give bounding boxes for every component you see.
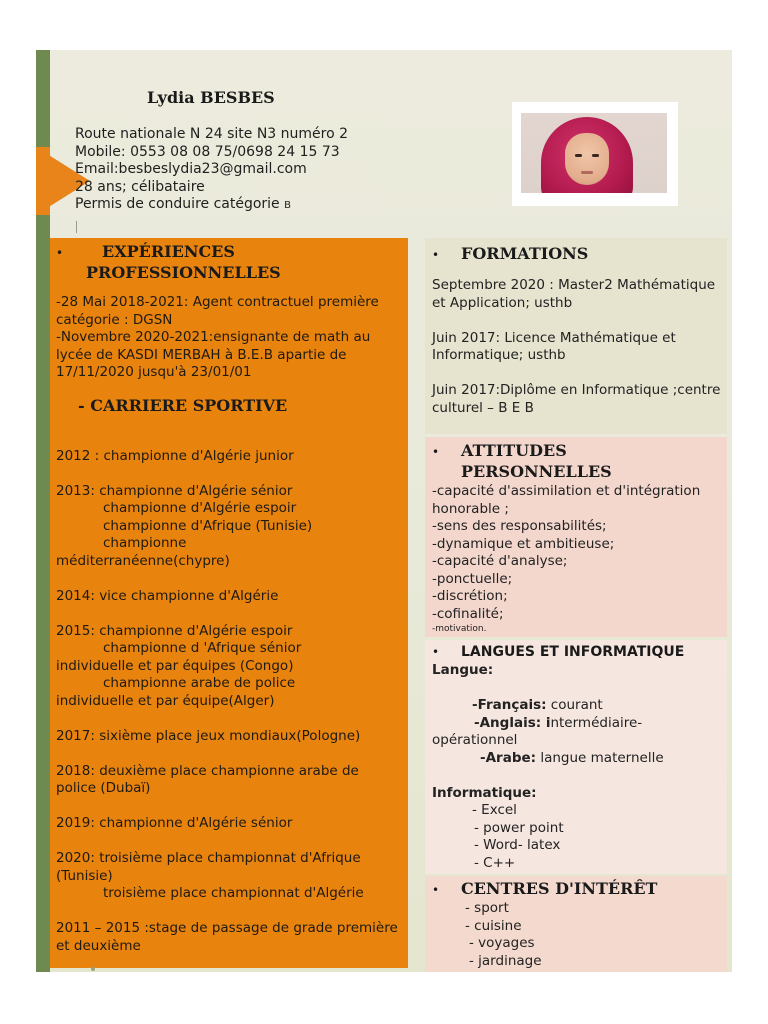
langues-list bbox=[432, 662, 724, 872]
formations-bullet: • bbox=[432, 248, 440, 262]
langue-arabe-label: -Arabe: bbox=[480, 749, 537, 766]
attitudes-title bbox=[432, 441, 724, 481]
info-item: - Excel bbox=[472, 802, 517, 818]
langues-title bbox=[432, 643, 724, 662]
attitude-item: -capacité d'analyse; bbox=[432, 553, 568, 569]
experiences-bullet: • bbox=[56, 246, 64, 260]
profile-photo bbox=[521, 113, 667, 193]
langues-title-text: LANGUES ET INFORMATIQUE bbox=[461, 644, 685, 660]
experiences-title-line2: PROFESSIONNELLES bbox=[86, 263, 281, 282]
sport-line: championne arabe de police bbox=[103, 675, 296, 691]
sport-line: 2018: deuxième place championne arabe de police (Dubaï) bbox=[56, 762, 359, 796]
sport-line: 2011 – 2015 :stage de passage de grade première et deuxième bbox=[56, 920, 398, 954]
contact-email: Email:besbeslydia23@gmail.com bbox=[75, 161, 307, 177]
license-category: B bbox=[284, 200, 291, 211]
sport-line: championne d'Afrique (Tunisie) bbox=[103, 517, 313, 534]
attitude-item: -dynamique et ambitieuse; bbox=[432, 535, 615, 552]
formation-item: Juin 2017: Licence Mathématique et Informatique; usthb bbox=[432, 329, 676, 363]
sport-line: 2017: sixième place jeux mondiaux(Pologne) bbox=[56, 727, 361, 744]
sport-line: individuelle et par équipes (Congo) bbox=[56, 657, 294, 674]
informatique-label: Informatique: bbox=[432, 784, 537, 801]
formations-section bbox=[425, 238, 727, 434]
divider-tick bbox=[76, 221, 77, 233]
info-item: - Word- latex bbox=[474, 837, 561, 853]
experience-item: -28 Mai 2018-2021: Agent contractuel première catégorie : DGSN bbox=[56, 294, 379, 328]
attitude-item: -capacité d'assimilation et d'intégration honorable ; bbox=[432, 483, 701, 517]
photo-face bbox=[565, 133, 609, 185]
attitudes-list bbox=[432, 483, 724, 635]
contact-address: Route nationale N 24 site N3 numéro 2 bbox=[75, 126, 349, 142]
attitude-item: -discrétion; bbox=[432, 588, 508, 604]
attitudes-title-line1: ATTITUDES bbox=[461, 441, 567, 460]
sport-line: championne d 'Afrique sénior bbox=[103, 640, 302, 656]
sport-line: troisième place championnat d'Algérie bbox=[103, 885, 364, 901]
attitude-item: -sens des responsabilités; bbox=[432, 518, 607, 534]
sport-line: 2015: championne d'Algérie espoir bbox=[56, 622, 293, 639]
info-item: - power point bbox=[474, 819, 564, 836]
photo-mouth bbox=[581, 171, 593, 174]
langues-section bbox=[425, 640, 727, 874]
interets-title bbox=[432, 879, 724, 900]
sport-line: 2013: championne d'Algérie sénior bbox=[56, 482, 293, 499]
sport-line: championne d'Algérie espoir bbox=[103, 500, 297, 516]
photo-eye-left bbox=[575, 154, 582, 157]
experience-item: -Novembre 2020-2021:ensignante de math au lycée de KASDI MERBAH à B.E.B apartie de 17/11/2020 jusqu'à 23/01/01 bbox=[56, 329, 371, 380]
formations-title-text: FORMATIONS bbox=[461, 244, 589, 263]
photo-eye-right bbox=[592, 154, 599, 157]
attitudes-bullet: • bbox=[432, 445, 440, 459]
sport-line: 2012 : championne d'Algérie junior bbox=[56, 447, 294, 464]
interets-list bbox=[432, 900, 724, 970]
interets-title-text: CENTRES D'INTÉRÊT bbox=[461, 879, 658, 898]
langue-anglais-value: ntermédiaire- bbox=[550, 714, 643, 731]
contact-age-status: 28 ans; célibataire bbox=[75, 178, 205, 195]
sport-line: championne bbox=[103, 535, 187, 551]
sport-list bbox=[56, 448, 402, 956]
langue-anglais bbox=[432, 715, 724, 733]
langue-arabe-value: langue maternelle bbox=[536, 749, 664, 766]
interet-item: - voyages bbox=[469, 935, 535, 951]
sport-title: - CARRIERE SPORTIVE bbox=[78, 395, 288, 415]
experiences-title-line1: EXPÉRIENCES bbox=[102, 242, 235, 261]
langue-arabe bbox=[432, 750, 724, 768]
interets-section bbox=[425, 876, 727, 972]
attitudes-title-line2: PERSONNELLES bbox=[461, 462, 612, 481]
langue-anglais-cont: opérationnel bbox=[432, 732, 518, 748]
experiences-title bbox=[56, 242, 402, 282]
sport-line: individuelle et par équipe(Alger) bbox=[56, 692, 275, 709]
contact-license bbox=[75, 196, 348, 215]
photo-frame bbox=[512, 102, 678, 206]
contact-block bbox=[75, 126, 348, 215]
formations-title bbox=[432, 244, 724, 265]
formations-list bbox=[432, 277, 724, 417]
langue-label: Langue: bbox=[432, 662, 494, 678]
attitude-item: -cofinalité; bbox=[432, 605, 504, 622]
attitude-item-last: -motivation. bbox=[432, 624, 487, 634]
experiences-list bbox=[56, 294, 402, 382]
langues-bullet: • bbox=[432, 645, 440, 659]
langue-francais-label: -Français: bbox=[472, 697, 547, 713]
interet-item: - jardinage bbox=[469, 952, 542, 969]
langue-francais-value: courant bbox=[546, 697, 603, 713]
person-name: Lydia BESBES bbox=[147, 88, 275, 107]
sport-line: méditerranéenne(chypre) bbox=[56, 552, 230, 569]
license-text: Permis de conduire catégorie bbox=[75, 196, 285, 212]
formation-item: Septembre 2020 : Master2 Mathématique et Application; usthb bbox=[432, 277, 716, 311]
attitudes-section bbox=[425, 437, 727, 637]
info-item: - C++ bbox=[474, 854, 516, 871]
langue-anglais-label: -Anglais: i bbox=[474, 714, 551, 731]
langue-francais bbox=[432, 697, 724, 715]
attitude-item: -ponctuelle; bbox=[432, 570, 513, 587]
decorative-dot bbox=[91, 967, 95, 971]
interets-bullet: • bbox=[432, 883, 440, 897]
sport-line: 2019: championne d'Algérie sénior bbox=[56, 815, 293, 831]
formation-item: Juin 2017:Diplôme en Informatique ;centre culturel – B E B bbox=[432, 382, 721, 416]
contact-mobile: Mobile: 0553 08 08 75/0698 24 15 73 bbox=[75, 143, 340, 160]
experiences-section bbox=[50, 238, 408, 968]
interet-item: - sport bbox=[465, 900, 509, 916]
interet-item: - cuisine bbox=[465, 917, 522, 934]
sport-line: 2014: vice championne d'Algérie bbox=[56, 587, 279, 604]
sport-line: 2020: troisième place championnat d'Afrique (Tunisie) bbox=[56, 850, 361, 884]
